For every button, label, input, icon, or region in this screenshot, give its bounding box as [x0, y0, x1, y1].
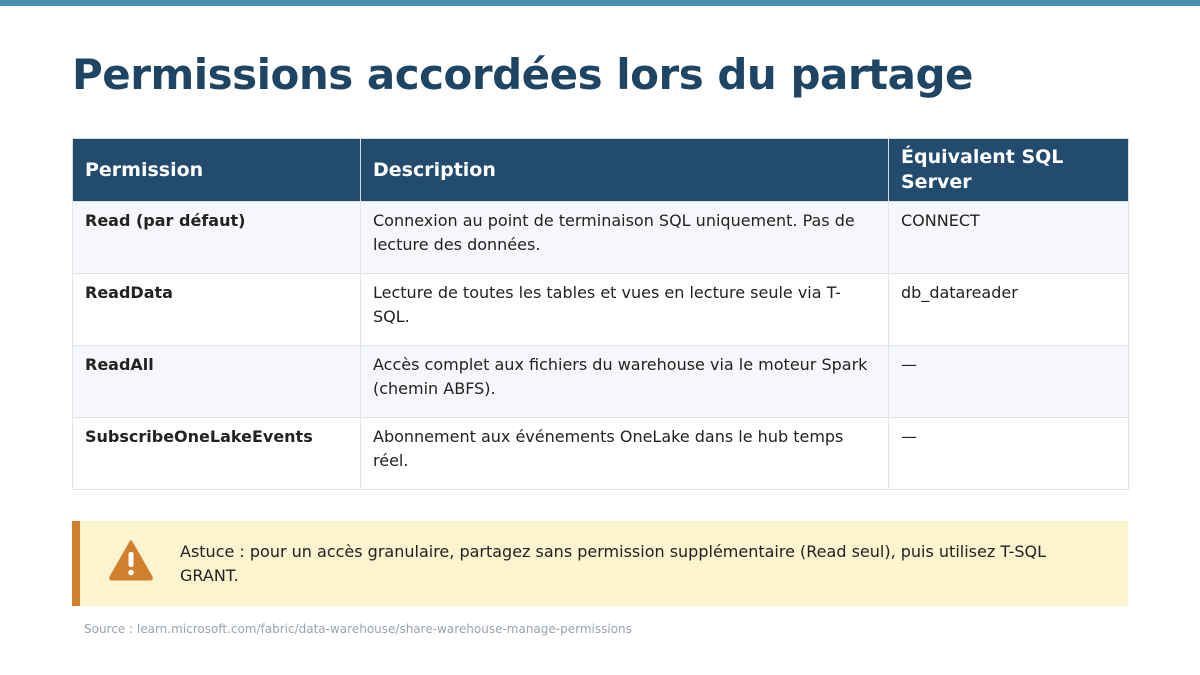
column-header-description: Description	[361, 139, 889, 202]
sql-equivalent: —	[889, 346, 1129, 418]
table-row	[73, 346, 1129, 418]
permission-description: Accès complet aux fichiers du warehouse via le moteur Spark (chemin ABFS).	[361, 346, 889, 418]
permission-name: Read (par défaut)	[73, 202, 361, 274]
sql-equivalent: CONNECT	[889, 202, 1129, 274]
permission-description: Lecture de toutes les tables et vues en lecture seule via T-SQL.	[361, 274, 889, 346]
table-row	[73, 274, 1129, 346]
column-header-permission: Permission	[73, 139, 361, 202]
column-header-sql-equivalent: Équivalent SQL Server	[889, 139, 1129, 202]
top-accent-bar	[0, 0, 1200, 6]
table-row	[73, 202, 1129, 274]
sql-equivalent: db_datareader	[889, 274, 1129, 346]
table-row	[73, 418, 1129, 490]
permission-name: SubscribeOneLakeEvents	[73, 418, 361, 490]
warning-icon	[108, 539, 154, 581]
permissions-table	[72, 138, 1129, 490]
table-header-row	[73, 139, 1129, 202]
sql-equivalent: —	[889, 418, 1129, 490]
tip-callout	[72, 521, 1128, 606]
tip-text: Astuce : pour un accès granulaire, partagez sans permission supplémentaire (Read seul), puis utilisez T-SQL GRANT.	[180, 542, 1047, 585]
page-title: Permissions accordées lors du partage	[72, 50, 974, 99]
permission-description: Connexion au point de terminaison SQL uniquement. Pas de lecture des données.	[361, 202, 889, 274]
permission-name: ReadData	[73, 274, 361, 346]
permission-name: ReadAll	[73, 346, 361, 418]
permission-description: Abonnement aux événements OneLake dans le hub temps réel.	[361, 418, 889, 490]
source-citation: Source : learn.microsoft.com/fabric/data-warehouse/share-warehouse-manage-permissions	[84, 622, 632, 636]
